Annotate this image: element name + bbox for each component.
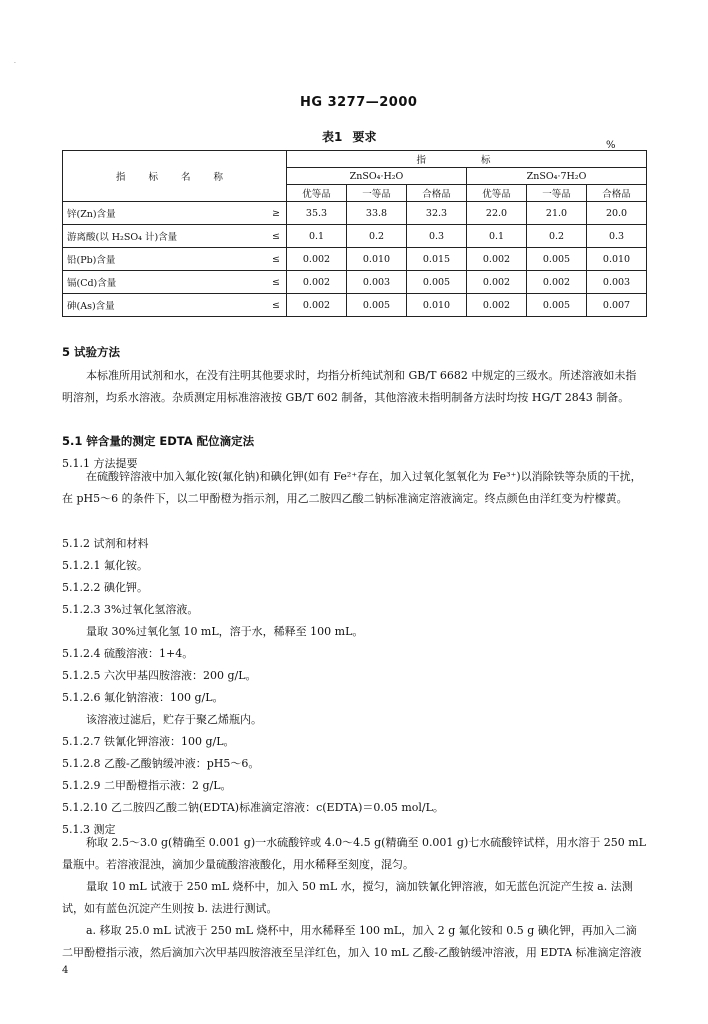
grade-header: 一等品 [527, 185, 587, 202]
cell: 0.003 [347, 271, 407, 294]
cell: 0.010 [347, 248, 407, 271]
reagent-item: 5.1.2.9 二甲酚橙指示液：2 g/L。 [62, 779, 232, 792]
table-row [63, 294, 647, 317]
section-5-paragraph: 本标准所用试剂和水，在没有注明其他要求时，均指分析纯试剂和 GB/T 6682 中规定的三级水。所述溶液如未指明溶剂，均系水溶液。杂质测定用标准溶液按 GB/T 602 制备，其他溶液未指明制备方法时均按 HG/T 2843 制备。 [62, 369, 637, 404]
reagent-item: 5.1.2.7 铁氰化钾溶液：100 g/L。 [62, 735, 235, 748]
row-name: 镉(Cd)含量 [63, 271, 253, 294]
cell: 20.0 [587, 202, 647, 225]
cell: 22.0 [467, 202, 527, 225]
reagent-item: 5.1.2.3 3%过氧化氢溶液。 [62, 603, 199, 616]
cell: 0.005 [347, 294, 407, 317]
cell: 0.002 [287, 271, 347, 294]
row-symbol: ≥ [253, 202, 287, 225]
measure-paragraph-1: 称取 2.5～3.0 g(精确至 0.001 g)一水硫酸锌或 4.0～4.5 g(精确至 0.001 g)七水硫酸锌试样，用水溶于 250 mL 量瓶中。若溶液混浊，滴加少量硫酸溶液酸化，用水稀释至刻度，混匀。 [62, 836, 646, 871]
row-symbol: ≤ [253, 294, 287, 317]
cell: 0.005 [527, 248, 587, 271]
reagent-item: 5.1.2.10 乙二胺四乙酸二钠(EDTA)标准滴定溶液：c(EDTA)＝0.05 mol/L。 [62, 801, 444, 814]
name-header: 指 标 名 称 [63, 151, 287, 202]
row-name: 铅(Pb)含量 [63, 248, 253, 271]
section-5-1-2-title: 5.1.2 试剂和材料 [62, 537, 149, 550]
reagent-item: 5.1.2.8 乙酸-乙酸钠缓冲液：pH5～6。 [62, 757, 260, 770]
reagent-note: 量取 30%过氧化氢 10 mL，溶于水，稀释至 100 mL。 [86, 625, 364, 638]
cell: 0.010 [587, 248, 647, 271]
reagent-note: 该溶液过滤后，贮存于聚乙烯瓶内。 [86, 713, 262, 726]
row-name: 游离酸(以 H₂SO₄ 计)含量 [63, 225, 253, 248]
section-5-1-1-title: 5.1.1 方法提要 [62, 457, 138, 470]
grade-header: 一等品 [347, 185, 407, 202]
cell: 0.3 [587, 225, 647, 248]
grade-header: 合格品 [407, 185, 467, 202]
group-header: 指 标 [287, 151, 647, 168]
col-group-1: ZnSO₄·H₂O [287, 168, 467, 185]
reagent-item: 5.1.2.4 硫酸溶液：1+4。 [62, 647, 194, 660]
row-symbol: ≤ [253, 248, 287, 271]
requirements-table [62, 150, 647, 317]
cell: 0.007 [587, 294, 647, 317]
row-symbol: ≤ [253, 271, 287, 294]
table-row [63, 202, 647, 225]
table-row [63, 271, 647, 294]
cell: 0.005 [527, 294, 587, 317]
cell: 0.015 [407, 248, 467, 271]
cell: 0.3 [407, 225, 467, 248]
section-5-1-3-title: 5.1.3 测定 [62, 823, 116, 836]
cell: 0.1 [287, 225, 347, 248]
row-symbol: ≤ [253, 225, 287, 248]
table-caption: 表1 要求 [322, 130, 377, 144]
reagent-item: 5.1.2.5 六次甲基四胺溶液：200 g/L。 [62, 669, 257, 682]
margin-mark: · [14, 60, 16, 67]
cell: 0.2 [527, 225, 587, 248]
reagent-item: 5.1.2.2 碘化钾。 [62, 581, 148, 594]
reagent-item: 5.1.2.6 氟化钠溶液：100 g/L。 [62, 691, 224, 704]
cell: 0.002 [467, 271, 527, 294]
cell: 0.002 [467, 248, 527, 271]
section-5-1-title: 5.1 锌含量的测定 EDTA 配位滴定法 [62, 434, 255, 448]
grade-header: 合格品 [587, 185, 647, 202]
cell: 21.0 [527, 202, 587, 225]
cell: 35.3 [287, 202, 347, 225]
grade-header: 优等品 [287, 185, 347, 202]
col-group-2: ZnSO₄·7H₂O [467, 168, 647, 185]
cell: 0.002 [467, 294, 527, 317]
cell: 0.002 [287, 294, 347, 317]
cell: 0.002 [527, 271, 587, 294]
cell: 32.3 [407, 202, 467, 225]
table-unit: % [606, 140, 616, 151]
standard-header: HG 3277—2000 [300, 95, 418, 110]
row-name: 锌(Zn)含量 [63, 202, 253, 225]
cell: 33.8 [347, 202, 407, 225]
cell: 0.1 [467, 225, 527, 248]
grade-header: 优等品 [467, 185, 527, 202]
cell: 0.010 [407, 294, 467, 317]
row-name: 砷(As)含量 [63, 294, 253, 317]
table-row [63, 248, 647, 271]
reagent-item: 5.1.2.1 氟化铵。 [62, 559, 148, 572]
table-row [63, 225, 647, 248]
cell: 0.002 [287, 248, 347, 271]
page-number: 4 [62, 965, 69, 976]
section-5-1-1-text: 在硫酸锌溶液中加入氟化铵(氟化钠)和碘化钾(如有 Fe²⁺存在，加入过氧化氢氧化为 Fe³⁺)以消除铁等杂质的干扰，在 pH5～6 的条件下，以二甲酚橙为指示剂，用乙二胺四乙酸二钠标准滴定溶液滴定。终点颜色由洋红变为柠檬黄。 [62, 470, 642, 505]
section-5-title: 5 试验方法 [62, 345, 121, 359]
cell: 0.2 [347, 225, 407, 248]
cell: 0.003 [587, 271, 647, 294]
cell: 0.005 [407, 271, 467, 294]
measure-paragraph-2: 量取 10 mL 试液于 250 mL 烧杯中，加入 50 mL 水，搅匀，滴加铁氰化钾溶液，如无蓝色沉淀产生按 a. 法测试，如有蓝色沉淀产生则按 b. 法进行测试。 [62, 880, 633, 915]
measure-paragraph-3: a. 移取 25.0 mL 试液于 250 mL 烧杯中，用水稀释至 100 mL，加入 2 g 氟化铵和 0.5 g 碘化钾，再加入二滴二甲酚橙指示液，然后滴加六次甲基四胺溶液至呈洋红色，加入 10 mL 乙酸-乙酸钠缓冲溶液，用 EDTA 标准滴定溶液 [62, 924, 642, 959]
